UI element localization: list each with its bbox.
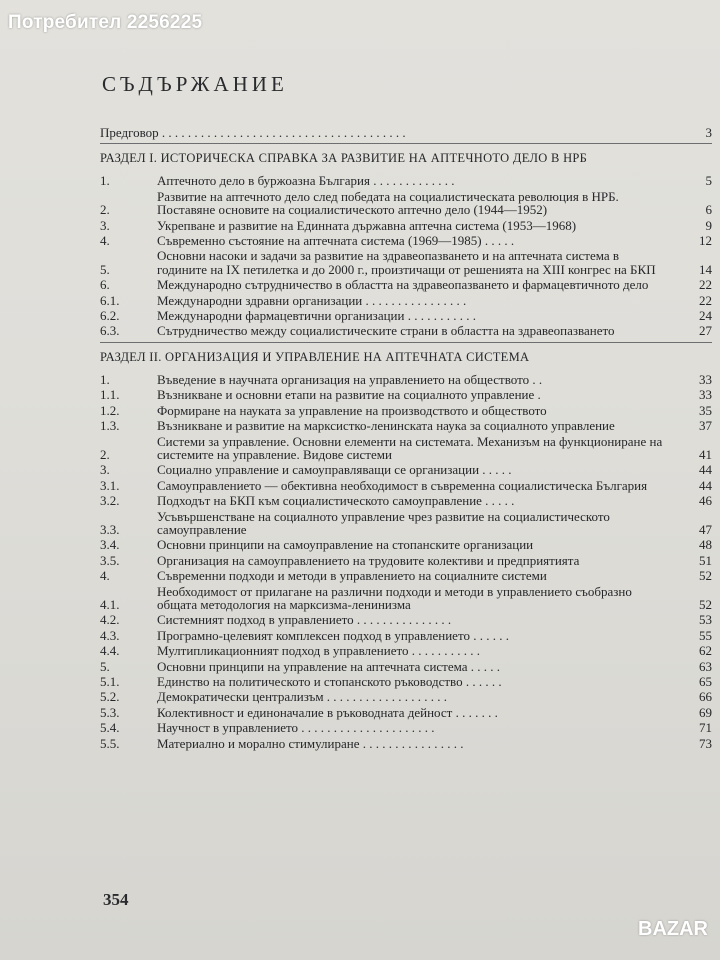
toc-page-number: 44	[699, 462, 712, 478]
page-title: СЪДЪРЖАНИЕ	[102, 72, 288, 96]
toc-entry-text: Възникване и развитие на марксистко-ленинската наука за социалното управление	[157, 418, 615, 434]
toc-entry-number: 3.	[100, 462, 110, 478]
toc-page-number: 53	[699, 612, 712, 628]
toc-entry-text: Основни принципи на самоуправление на стопанските организации	[157, 537, 534, 553]
toc-entry-number: 4.3.	[100, 627, 120, 643]
toc-entry-text: Укрепване и развитие на Единната държавна аптечна система (1953—1968)	[157, 217, 577, 233]
toc-entry-text: Системи за управление. Основни елементи на системата. Механизъм на функциониране на системите на управление. Видове системи	[157, 433, 663, 462]
toc-entry-number: 5.2.	[100, 689, 120, 705]
toc-page-number: 65	[699, 674, 712, 689]
toc-page-number: 51	[699, 552, 712, 568]
toc-entry-number: 6.3.	[100, 323, 120, 339]
toc-entry-number: 1.	[100, 371, 110, 387]
toc-entry-number: 2.	[100, 202, 110, 218]
toc-entry	[100, 190, 712, 217]
toc-entry	[100, 404, 712, 417]
toc-entry	[100, 294, 712, 307]
toc-entry	[100, 309, 712, 322]
toc-entry-text: Социално управление и самоуправляващи се организации . . . . .	[157, 462, 512, 478]
toc-page-number: 73	[699, 735, 712, 751]
bazar-logo: BAZAR	[638, 918, 708, 940]
toc-page-number: 48	[699, 537, 712, 553]
toc-page-number: 9	[705, 217, 712, 233]
divider	[100, 342, 712, 343]
toc-entry	[100, 510, 712, 537]
toc-entry	[100, 479, 712, 492]
toc-entry	[100, 721, 712, 734]
section-heading-1: РАЗДЕЛ I. ИСТОРИЧЕСКА СПРАВКА ЗА РАЗВИТИЕ НА АПТЕЧНОТО ДЕЛО В НРБ	[100, 151, 588, 166]
toc-entry-number: 4.	[100, 568, 110, 584]
toc-entry-number: 1.1.	[100, 387, 120, 403]
toc-page-number: 63	[699, 658, 712, 674]
toc-entry-number: 1.3.	[100, 418, 120, 434]
toc-entry-text: Мултипликационният подход в управлението . . . . . . . . . . .	[157, 643, 481, 659]
toc-entry-text: Аптечното дело в буржоазна България . . . . . . . . . . . . .	[157, 173, 455, 189]
toc-page-number: 12	[699, 233, 712, 249]
toc-entry	[100, 463, 712, 476]
toc-entry-text: Самоуправлението — обективна необходимост в съвременна социалистическа България	[157, 477, 648, 493]
toc-page-number: 5	[705, 173, 712, 189]
toc-entry-text: Съвременно състояние на аптечната система (1969—1985) . . . . .	[157, 233, 515, 249]
toc-entry-number: 4.	[100, 233, 110, 249]
toc-page-number: 71	[699, 720, 712, 736]
toc-entry	[100, 388, 712, 401]
toc-entry	[100, 660, 712, 673]
toc-entry	[100, 613, 712, 626]
toc-entry	[100, 174, 712, 187]
toc-entry-number: 3.1.	[100, 477, 120, 493]
toc-entry-number: 2.	[100, 446, 110, 462]
toc-entry	[100, 494, 712, 507]
section-2-entries	[100, 373, 712, 750]
toc-entry-number: 5.3.	[100, 704, 120, 720]
toc-entry-number: 5.5.	[100, 735, 120, 751]
toc-entry-number: 6.2.	[100, 308, 120, 324]
toc-page-number: 69	[699, 704, 712, 720]
toc-entry-text: Сътрудничество между социалистическите страни в областта на здравеопазването	[157, 323, 615, 339]
toc-entry-number: 5.	[100, 658, 110, 674]
toc-entry-number: 3.3.	[100, 521, 120, 537]
user-watermark: Потребител 2256225	[8, 12, 203, 33]
toc-page-number: 46	[699, 493, 712, 509]
table-of-contents	[100, 126, 712, 752]
toc-page-number: 27	[699, 323, 712, 339]
toc-entry-number: 5.1.	[100, 674, 120, 689]
toc-entry	[100, 675, 712, 688]
toc-entry-text: Материално и морално стимулиране . . . . . . . . . . . . . . . .	[157, 735, 464, 751]
toc-entry-text: Усъвършенстване на социалното управление чрез развитие на социалистическото самоуправление	[157, 508, 610, 537]
toc-entry-text: Основни насоки и задачи за развитие на здравеопазването и на аптечната система в годините на IX петилетка и до 2000 г., произтичащи от решенията на XIII конгрес на БКП	[157, 248, 656, 277]
toc-entry-text: Системният подход в управлението . . . . . . . . . . . . . . .	[157, 612, 452, 628]
toc-page-number: 33	[699, 371, 712, 387]
toc-entry-text: Колективност и единоначалие в ръководната дейност . . . . . . .	[157, 704, 498, 720]
toc-entry-number: 3.	[100, 217, 110, 233]
toc-entry-number: 6.1.	[100, 292, 120, 308]
toc-entry-number: 4.2.	[100, 612, 120, 628]
toc-entry	[100, 569, 712, 582]
toc-entry-number: 3.5.	[100, 552, 120, 568]
toc-entry	[100, 538, 712, 551]
toc-page-number: 33	[699, 387, 712, 403]
toc-page-number: 66	[699, 689, 712, 705]
toc-entry-text: Организация на самоуправлението на трудовите колективи и предприятията	[157, 552, 580, 568]
page-number: 354	[103, 890, 129, 909]
toc-entry-text: Подходът на БКП към социалистическото самоуправление . . . . .	[157, 493, 515, 509]
toc-page-number: 55	[699, 627, 712, 643]
toc-entry	[100, 219, 712, 232]
toc-entry	[100, 706, 712, 719]
toc-entry-number: 1.	[100, 173, 110, 189]
toc-entry	[100, 690, 712, 703]
section-heading-2: РАЗДЕЛ II. ОРГАНИЗАЦИЯ И УПРАВЛЕНИЕ НА АПТЕЧНАТА СИСТЕМА	[100, 349, 530, 364]
toc-entry-text: Съвременни подходи и методи в управлението на социалните системи	[157, 568, 547, 584]
toc-entry-text: Международни фармацевтични организации . . . . . . . . . . .	[157, 308, 476, 324]
toc-entry	[100, 585, 712, 612]
toc-entry-number: 4.1.	[100, 596, 120, 612]
toc-page-number: 41	[699, 446, 712, 462]
toc-entry	[100, 435, 712, 462]
toc-entry-number: 4.4.	[100, 643, 120, 659]
toc-entry-number: 5.4.	[100, 720, 120, 736]
toc-page-number: 37	[699, 418, 712, 434]
toc-page-number: 22	[699, 292, 712, 308]
toc-page-number: 3	[705, 125, 712, 140]
toc-entry-number: 3.2.	[100, 493, 120, 509]
toc-entry	[100, 249, 712, 276]
toc-page-number: 47	[699, 521, 712, 537]
toc-entry-text: Единство на политическото и стопанското ръководство . . . . . .	[157, 674, 502, 689]
toc-entry	[100, 373, 712, 386]
toc-entry-text: Международно сътрудничество в областта на здравеопазването и фармацевтичното дело	[157, 277, 649, 293]
toc-entry-text: Основни принципи на управление на аптечната система . . . . .	[157, 658, 501, 674]
toc-entry-text: Международни здравни организации . . . . . . . . . . . . . . . .	[157, 292, 467, 308]
toc-page-number: 24	[699, 308, 712, 324]
toc-page-number: 14	[699, 261, 712, 277]
toc-entry-text: Възникване и основни етапи на развитие на социалното управление .	[157, 387, 541, 403]
toc-entry-text: Предговор . . . . . . . . . . . . . . . . . . . . . . . . . . . . . . . . . . . . . .	[100, 125, 406, 140]
toc-entry	[100, 278, 712, 291]
toc-entry	[100, 419, 712, 432]
toc-entry-number: 6.	[100, 277, 110, 293]
toc-entry-text: Демократически централизъм . . . . . . . . . . . . . . . . . . .	[157, 689, 448, 705]
toc-page-number: 35	[699, 402, 712, 418]
toc-entry	[100, 234, 712, 247]
toc-page-number: 52	[699, 596, 712, 612]
toc-page-number: 62	[699, 643, 712, 659]
toc-entry-text: Формиране на науката за управление на производството и обществото	[157, 402, 547, 418]
divider	[100, 143, 712, 144]
toc-page-number: 22	[699, 277, 712, 293]
toc-page-number: 44	[699, 477, 712, 493]
toc-entry-number: 1.2.	[100, 402, 120, 418]
toc-page-number: 52	[699, 568, 712, 584]
toc-entry	[100, 629, 712, 642]
toc-entry-text: Научност в управлението . . . . . . . . . . . . . . . . . . . . .	[157, 720, 435, 736]
toc-entry-number: 3.4.	[100, 537, 120, 553]
toc-entry	[100, 737, 712, 750]
toc-entry-text: Програмно-целевият комплексен подход в управлението . . . . . .	[157, 627, 509, 643]
toc-entry	[100, 554, 712, 567]
toc-entry-text: Въведение в научната организация на управлението на обществото . .	[157, 371, 543, 387]
toc-entry	[100, 324, 712, 337]
toc-entry-text: Необходимост от прилагане на различни подходи и методи в управлението съобразно общата методология на марксизма-ленинизма	[157, 583, 632, 612]
toc-page-number: 6	[705, 202, 712, 218]
toc-entry-preface	[100, 126, 712, 139]
toc-entry	[100, 644, 712, 657]
section-1-entries	[100, 174, 712, 337]
toc-entry-text: Развитие на аптечното дело след победата на социалистическата революция в НРБ. Поставяне основите на социалистическото аптечно дело (1944—1952)	[157, 188, 619, 218]
toc-entry-number: 5.	[100, 261, 110, 277]
